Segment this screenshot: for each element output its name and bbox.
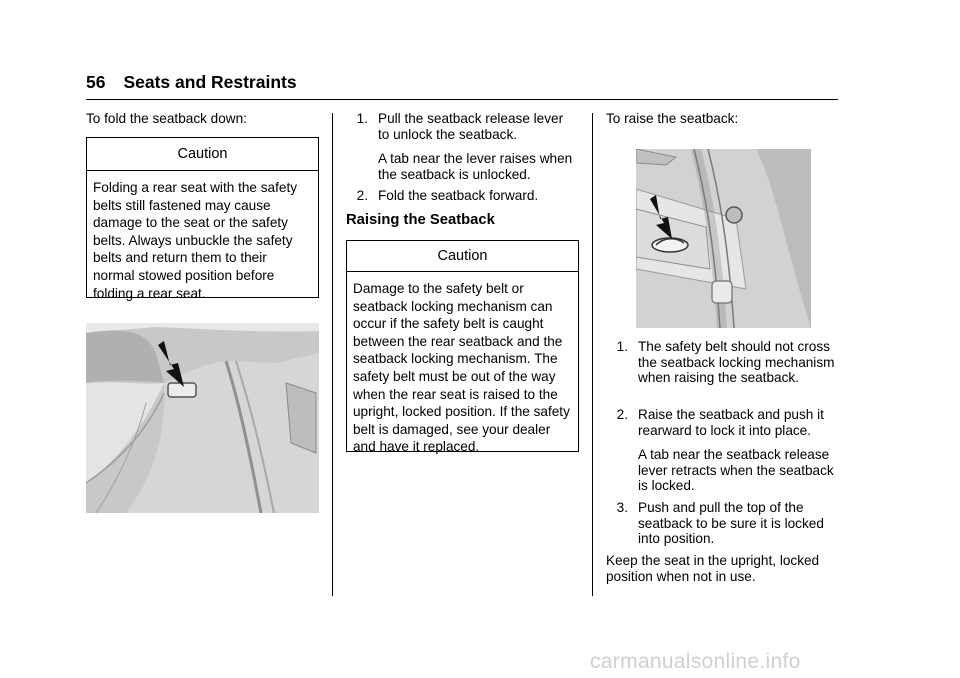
raising-subheading: Raising the Seatback [346,212,495,228]
fold-step-2 [346,188,578,204]
caution-box-raise [346,240,579,455]
raise-step-3 [606,500,838,547]
step-text: The safety belt should not cross the seatback locking mechanism when raising the seatback. [638,339,835,385]
page-number: 56 [86,72,106,92]
step-text: Fold the seatback forward. [378,188,539,203]
fold-intro: To fold the seatback down: [86,111,247,126]
watermark: carmanualsonline.info [590,650,801,673]
page-header [86,72,297,93]
step-number: 2. [616,407,628,422]
caution-title: Caution [347,241,578,272]
step-number: 3. [616,500,628,515]
seatback-lock-illustration [636,149,811,328]
step-number: 1. [356,111,368,126]
step-number: 1. [616,339,628,354]
fold-step-1-note: A tab near the lever raises when the seatback is unlocked. [378,151,573,182]
step-text: Push and pull the top of the seatback to be sure it is locked into position. [638,500,824,546]
header-rule [86,99,838,100]
seatback-release-illustration [86,323,319,513]
step-number: 2. [356,188,368,203]
step-text: Pull the seatback release lever to unlock the seatback. [378,111,564,142]
section-title: Seats and Restraints [123,72,297,92]
closing-note: Keep the seat in the upright, locked position when not in use. [606,553,820,584]
fold-step-1 [346,111,578,142]
caution-body: Damage to the safety belt or seatback locking mechanism can occur if the safety belt is caught between the rear seatback and the seatback locking mechanism. The safety belt must be out of the way when the rear seat is raised to the upright, locked position. If the safety belt is damaged, see your dealer and have it replaced. [353,281,570,455]
caution-title: Caution [87,138,318,171]
raise-step-2 [606,407,838,438]
column-divider-1 [332,113,333,596]
step-text: Raise the seatback and push it rearward to lock it into place. [638,407,824,438]
caution-box-fold [86,137,319,301]
raise-intro: To raise the seatback: [606,111,739,126]
caution-body: Folding a rear seat with the safety belts still fastened may cause damage to the seat or the safety belts. Always unbuckle the safety belts and return them to their normal stowed position before folding a rear seat. [93,180,298,301]
raise-step-2-note: A tab near the seatback release lever retracts when the seatback is locked. [638,447,834,493]
column-divider-2 [592,113,593,596]
raise-step-1 [606,339,838,386]
